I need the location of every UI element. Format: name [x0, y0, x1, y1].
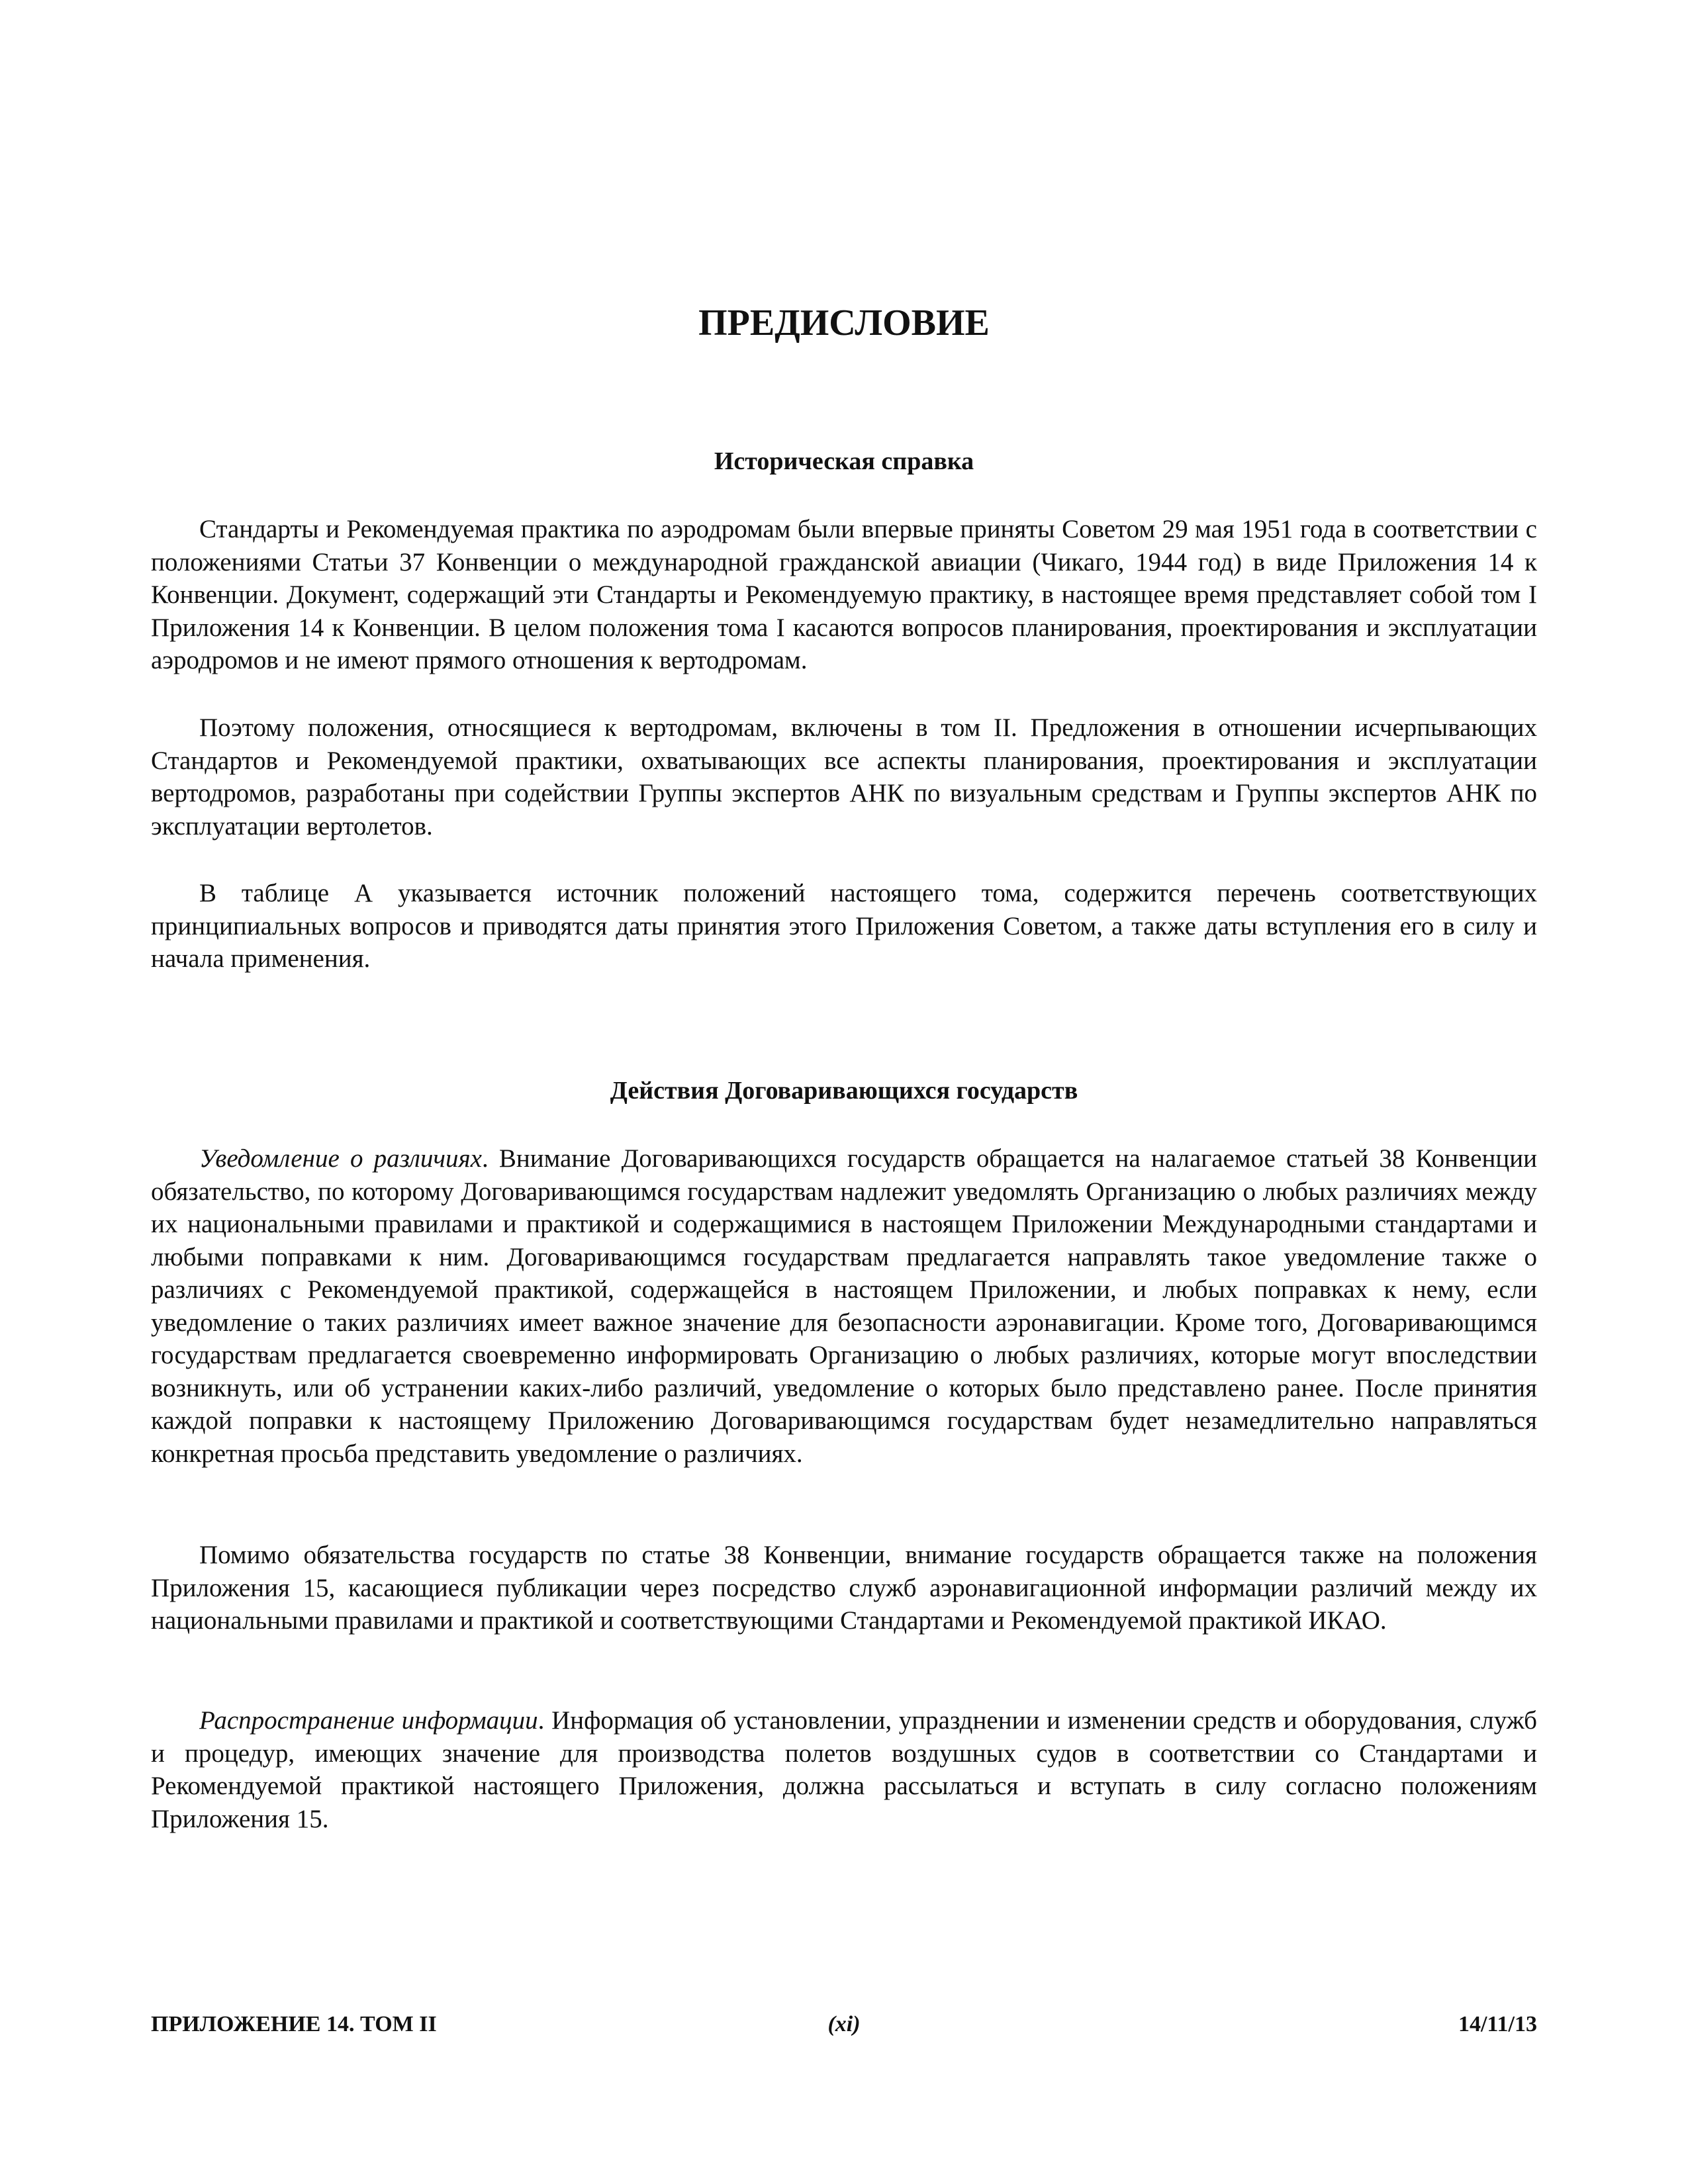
section-heading-historical: Историческая справка — [714, 447, 974, 475]
page-title: ПРЕДИСЛОВИЕ — [698, 302, 990, 343]
paragraph-text: Помимо обязательства государств по статье 38 Конвенции, внимание государств обращается также на положения Приложения 15, касающиеся публикации через посредство служб аэронавигационной информации различий между их национальными правилами и практикой и соответствующими Стандартами и Рекомендуемой практикой ИКАО. — [151, 1541, 1537, 1635]
paragraph-text: . Информация об установлении, упразднении и изменении средств и оборудования, служб и процедур, имеющих значение для производства полетов воздушных судов в соответствии со Стандартами и Рекомендуемой практикой настоящего Приложения, должна рассылаться и вступать в силу согласно положениям Приложения 15. — [151, 1706, 1538, 1833]
section-heading-states-actions: Действия Договаривающихся государств — [610, 1077, 1078, 1105]
paragraph-annex-15-obligations — [151, 1539, 1537, 1637]
paragraph-notification-of-differences — [151, 1142, 1537, 1470]
paragraph-lead-italic: Уведомление о различиях — [199, 1144, 482, 1173]
paragraph-historical-2 — [151, 711, 1537, 842]
footer-document-title: ПРИЛОЖЕНИЕ 14. ТОМ II — [151, 2012, 437, 2036]
paragraph-historical-1 — [151, 513, 1537, 677]
paragraph-text: . Внимание Договаривающихся государств обращается на налагаемое статьей 38 Конвенции обязательство, по которому Договаривающимся государствам надлежит уведомлять Организацию о любых различиях между их национальными правилами и практикой и содержащимися в настоящем Приложении Международными стандартами и любыми поправками к ним. Договаривающимся государствам предлагается направлять такое уведомление также о различиях с Рекомендуемой практикой, содержащейся в настоящем Приложении, и любых поправках к нему, если уведомление о таких различиях имеет важное значение для безопасности аэронавигации. Кроме того, Договаривающимся государствам предлагается своевременно информировать Организацию о любых различиях, которые могут впоследствии возникнуть, или об устранении каких-либо различий, уведомление о которых было представлено ранее. После принятия каждой поправки к настоящему Приложению Договаривающимся государствам будет незамедлительно направляться конкретная просьба представить уведомление о различиях. — [151, 1144, 1537, 1468]
paragraph-historical-3 — [151, 877, 1537, 976]
paragraph-promulgation-of-information — [151, 1704, 1537, 1835]
footer-date: 14/11/13 — [1458, 2012, 1537, 2036]
paragraph-text: В таблице А указывается источник положений настоящего тома, содержится перечень соответствующих принципиальных вопросов и приводятся даты принятия этого Приложения Советом, а также даты вступления его в силу и начала применения. — [151, 879, 1537, 973]
paragraph-text: Стандарты и Рекомендуемая практика по аэродромам были впервые приняты Советом 29 мая 1951 года в соответствии с положениями Статьи 37 Конвенции о международной гражданской авиации (Чикаго, 1944 год) в виде Приложения 14 к Конвенции. Документ, содержащий эти Стандарты и Рекомендуемую практику, в настоящее время представляет собой том I Приложения 14 к Конвенции. В целом положения тома I касаются вопросов планирования, проектирования и эксплуатации аэродромов и не имеют прямого отношения к вертодромам. — [151, 515, 1537, 674]
paragraph-text: Поэтому положения, относящиеся к вертодромам, включены в том II. Предложения в отношении исчерпывающих Стандартов и Рекомендуемой практики, охватывающих все аспекты планирования, проектирования и эксплуатации вертодромов, разработаны при содействии Группы экспертов АНК по визуальным средствам и Группы экспертов АНК по эксплуатации вертолетов. — [151, 713, 1537, 841]
paragraph-lead-italic: Распространение информации — [199, 1706, 538, 1735]
footer-page-number: (xi) — [827, 2012, 861, 2036]
